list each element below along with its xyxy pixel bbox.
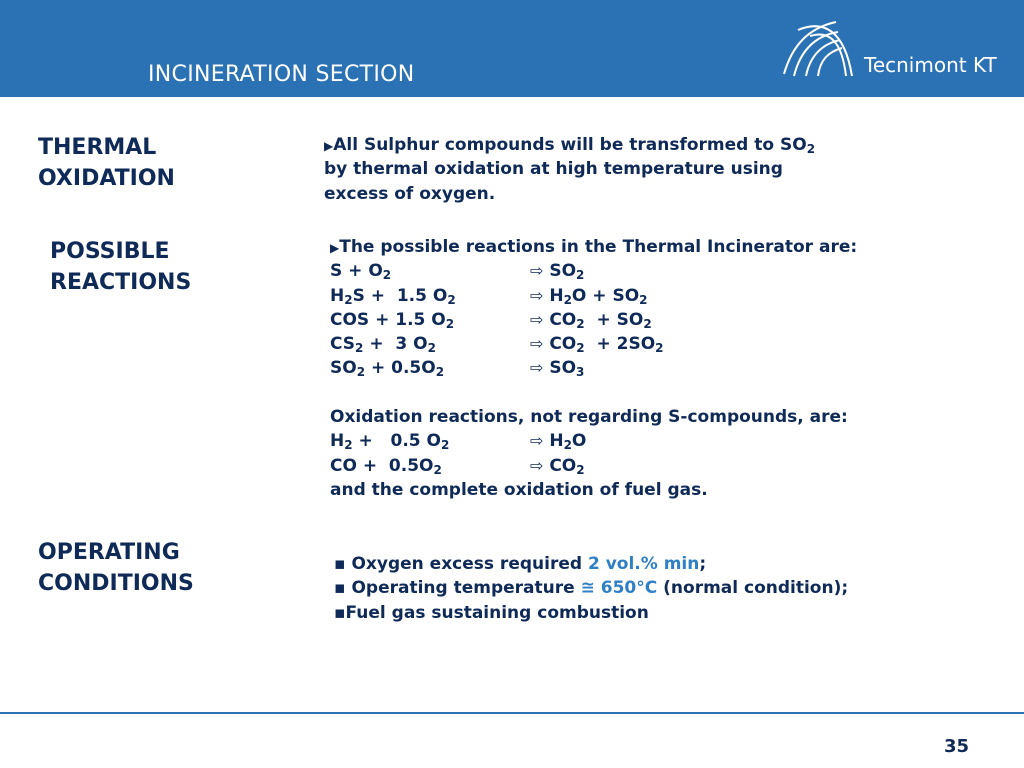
footer-divider (0, 712, 1024, 714)
reaction-row: $SO_2 + 0.5O_2$ ⇨ $SO_3$ (330, 358, 585, 380)
thermal-line-3: excess of oxygen. (324, 183, 496, 204)
arrow-icon: ⇨ (530, 285, 544, 305)
square-bullet-icon: ▪ (334, 578, 346, 599)
thermal-line-2: by thermal oxidation at high temperature using (324, 159, 783, 180)
arrow-icon: ⇨ (530, 334, 544, 354)
reaction-row: COS + 1.5 $O_2$ ⇨ $CO_2 + SO_2$ (330, 309, 652, 331)
slide-title: INCINERATION SECTION (148, 62, 415, 87)
list-item: ▪Fuel gas sustaining combustion (334, 602, 649, 623)
arrow-icon: ⇨ (530, 358, 544, 378)
page-number: 35 (944, 736, 970, 757)
company-logo-icon (778, 18, 858, 80)
operating-conditions-list (334, 552, 848, 625)
thermal-line-1: ▶All Sulphur compounds will be transformed to $SO_2$ (324, 135, 816, 156)
thermal-oxidation-label: THERMAL OXIDATION (38, 135, 175, 191)
arrow-icon: ⇨ (530, 455, 544, 475)
arrow-icon: ⇨ (530, 261, 544, 281)
oxidation-intro: Oxidation reactions, not regarding S-compounds, are: (330, 407, 848, 428)
operating-conditions-label: OPERATING CONDITIONS (38, 540, 194, 596)
oxidation-closing: and the complete oxidation of fuel gas. (330, 479, 708, 500)
company-logo-text: Tecnimont KT (864, 53, 997, 77)
reaction-row: $H_2 + 0.5$ $O_2$ ⇨ $H_2O$ (330, 431, 587, 453)
reaction-row: $CS_2 + 3$ $O_2$ ⇨ $CO_2 + 2SO_2$ (330, 334, 664, 356)
reaction-row: $H_2S + 1.5$ $O_2$ ⇨ $H_2O + SO_2$ (330, 285, 648, 307)
reactions-intro: ▶The possible reactions in the Thermal Incinerator are: (330, 237, 858, 257)
square-bullet-icon: ▪ (334, 602, 346, 623)
arrow-icon: ⇨ (530, 431, 544, 451)
reaction-row: $S + O_2$ ⇨ $SO_2$ (330, 261, 585, 283)
list-item: ▪ Operating temperature ≅ 650°C (normal condition); (334, 578, 849, 599)
possible-reactions-text (330, 235, 857, 502)
triangle-bullet-icon: ▶ (330, 241, 340, 255)
triangle-bullet-icon: ▶ (324, 139, 334, 153)
arrow-icon: ⇨ (530, 309, 544, 329)
header-bar (0, 0, 1024, 97)
thermal-oxidation-text (324, 133, 815, 206)
possible-reactions-label: POSSIBLE REACTIONS (50, 239, 192, 295)
list-item: ▪ Oxygen excess required 2 vol.% min; (334, 554, 707, 574)
reaction-row: CO + $0.5O_2$ ⇨ $CO_2$ (330, 455, 585, 477)
square-bullet-icon: ▪ (334, 554, 346, 574)
